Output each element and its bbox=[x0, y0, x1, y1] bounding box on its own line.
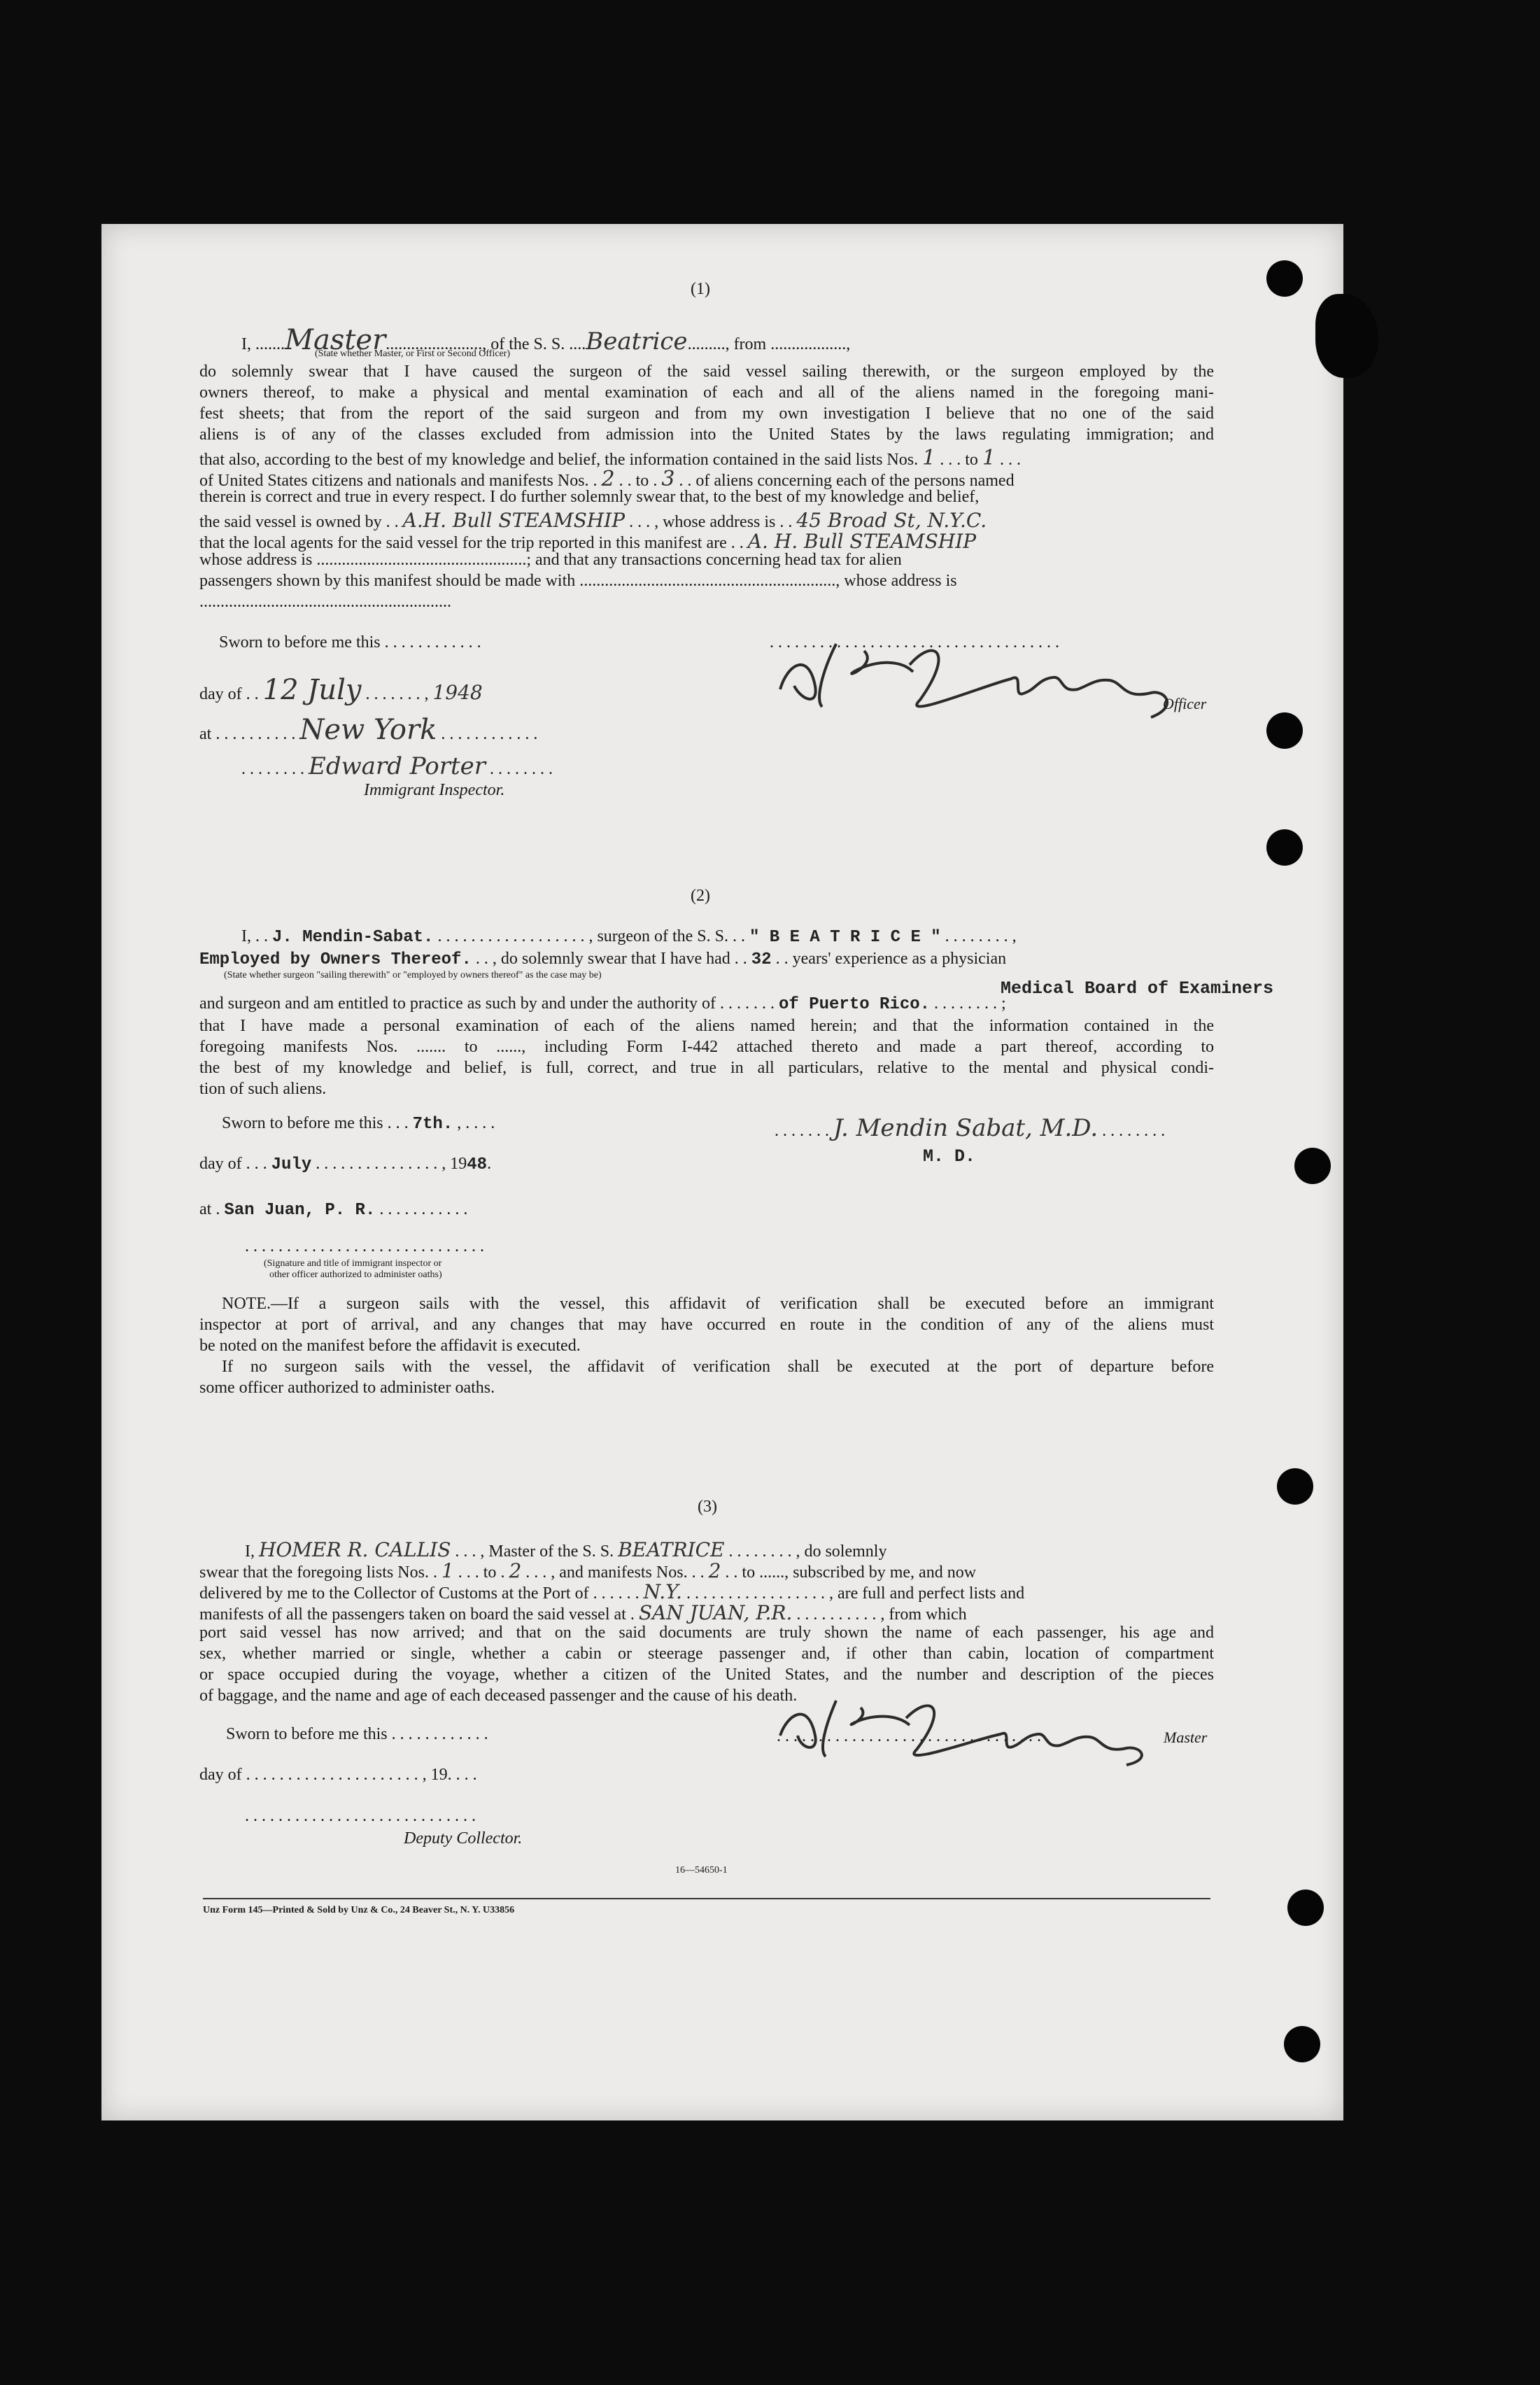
s3-hw-manifest: 2 bbox=[708, 1559, 721, 1582]
s3-line1: I, HOMER R. CALLIS . . . , Master of the S. S. BEATRICE . . . . . . . . , do solemnly bbox=[245, 1538, 887, 1561]
binder-hole bbox=[1266, 260, 1303, 297]
manifest-affidavit-page bbox=[101, 224, 1343, 2120]
s1-body-line: fest sheets; that from the report of the said surgeon and from my own investigation I believe that no one of the said bbox=[199, 404, 1214, 423]
s1-hw-day: 12 July bbox=[262, 674, 362, 706]
s2-note bbox=[199, 1293, 1214, 1398]
s1-at-line: at . . . . . . . . . . New York . . . . . . . . . . . . bbox=[199, 714, 538, 746]
s3-hw-list-b: 2 bbox=[509, 1559, 522, 1582]
s1-therein-line: therein is correct and true in every respect. I do further solemnly swear that, to the best of my knowledge and belief, bbox=[199, 488, 980, 506]
s3-sworn: Sworn to before me this . . . . . . . . . . . . bbox=[226, 1725, 488, 1743]
binder-hole bbox=[1294, 1148, 1331, 1184]
s1-inspector-title: Immigrant Inspector. bbox=[364, 781, 505, 799]
s3-line2: swear that the foregoing lists Nos. . 1 . . . to . 2 . . . , and manifests Nos. . . 2 . . to ......, subscribed by me, and now bbox=[199, 1559, 977, 1582]
s1-whose-line: whose address is ..................................................; and that any transactions concerning head tax for alien bbox=[199, 551, 902, 569]
s2-ty-authority-2: of Puerto Rico. bbox=[779, 995, 931, 1014]
s1-hw-manifest-b: 3 bbox=[661, 467, 675, 491]
s2-sig-caption-1: (Signature and title of immigrant inspector or bbox=[264, 1258, 442, 1269]
binder-hole bbox=[1277, 1468, 1313, 1505]
s2-ty-month: July bbox=[271, 1155, 312, 1174]
s2-ty-employed: Employed by Owners Thereof. bbox=[199, 950, 472, 969]
s1-year: 1948 bbox=[432, 681, 483, 704]
s2-body-line: the best of my knowledge and belief, is full, correct, and true in all particulars, relative to the mental and physical condi- bbox=[199, 1059, 1214, 1077]
s3-collector-dots: . . . . . . . . . . . . . . . . . . . . . . . . . . . . bbox=[245, 1807, 476, 1825]
s1-hw-inspector-sig: Edward Porter bbox=[309, 752, 486, 780]
s1-agents-line: that the local agents for the said vessel for the trip reported in this manifest are . . A. H. Bull STEAMSHIP bbox=[199, 530, 977, 553]
s1-mid: , of the S. S. bbox=[482, 335, 565, 353]
s2-ty-year: 48 bbox=[467, 1155, 488, 1174]
s3-day-line: day of . . . . . . . . . . . . . . . . . . . . . , 19. . . . bbox=[199, 1766, 477, 1784]
footer-rule bbox=[203, 1898, 1210, 1899]
s2-inspector-dots: . . . . . . . . . . . . . . . . . . . . . . . . . . . . . bbox=[245, 1237, 484, 1255]
s3-hw-vessel: BEATRICE bbox=[618, 1538, 725, 1561]
s1-caption: (State whether Master, or First or Second Officer) bbox=[315, 349, 511, 359]
section-2-number: (2) bbox=[691, 887, 710, 905]
s2-line2: Employed by Owners Thereof. . . , do solemnly swear that I have had . . 32 . . years' experience as a physician bbox=[199, 950, 1007, 969]
s2-ty-years: 32 bbox=[751, 950, 772, 969]
s2-note-line: If no surgeon sails with the vessel, the affidavit of verification shall be executed at the port of departure before bbox=[222, 1358, 1214, 1376]
s3-body-line: or space occupied during the voyage, whether a citizen of the United States, and the number and description of the pieces bbox=[199, 1666, 1214, 1684]
s2-sig-caption-2: other officer authorized to administer oaths) bbox=[269, 1269, 442, 1280]
footer-imprint: Unz Form 145—Printed & Sold by Unz & Co., 24 Beaver St., N. Y. U33856 bbox=[203, 1905, 515, 1915]
form-number: 16—54650-1 bbox=[675, 1865, 728, 1876]
s3-master-label: Master bbox=[1164, 1729, 1208, 1746]
s1-hw-address: 45 Broad St, N.Y.C. bbox=[796, 509, 987, 532]
s2-ty-name: J. Mendin-Sabat. bbox=[272, 928, 434, 947]
s2-note-line: inspector at port of arrival, and any changes that may have occurred en route in the condition of any of the aliens must bbox=[199, 1316, 1214, 1334]
s1-prefix: I, bbox=[241, 335, 251, 353]
s3-body-line: of baggage, and the name and age of each deceased passenger and the cause of his death. bbox=[199, 1687, 798, 1705]
s3-hw-port: N.Y. bbox=[643, 1580, 682, 1603]
section-3-number: (3) bbox=[698, 1498, 717, 1516]
binder-hole bbox=[1284, 2026, 1320, 2062]
s1-sworn: Sworn to before me this . . . . . . . . . . . . bbox=[219, 633, 481, 652]
s1-inspector-line: . . . . . . . . Edward Porter . . . . . . . . bbox=[241, 752, 553, 780]
s1-manifests-line: of United States citizens and nationals and manifests Nos. . 2 . . to . 3 . . of aliens concerning each of the persons named bbox=[199, 467, 1015, 491]
s3-body-line: sex, whether married or single, whether a cabin or steerage passenger and, if other than cabin, location of compartment bbox=[199, 1645, 1214, 1663]
s3-line3: delivered by me to the Collector of Customs at the Port of . . . . . . N.Y. . . . . . . . . . . . . . . . . . , are full and perfect lists and bbox=[199, 1580, 1025, 1603]
master-signature-3 bbox=[766, 1687, 1228, 1771]
s1-officer-dots: . . . . . . . . . . . . . . . . . . . . . . . . . . . . . . . . . . . bbox=[770, 633, 1059, 652]
binder-hole bbox=[1266, 712, 1303, 749]
s3-line4: manifests of all the passengers taken on board the said vessel at . SAN JUAN, P.R. . . . . . . . . . . , from which bbox=[199, 1601, 967, 1624]
s2-ty-vessel: " B E A T R I C E " bbox=[749, 928, 941, 947]
s2-note-line: NOTE.—If a surgeon sails with the vessel, this affidavit of verification shall be executed before an immigrant bbox=[222, 1295, 1214, 1313]
s2-note-line: be noted on the manifest before the affidavit is executed. bbox=[199, 1337, 581, 1355]
s1-hw-owner: A.H. Bull STEAMSHIP bbox=[402, 509, 626, 532]
s1-hw-manifest-a: 2 bbox=[601, 467, 615, 491]
s1-passengers-line: passengers shown by this manifest should be made with ............................................................., whose address is bbox=[199, 572, 957, 590]
s2-surgeon-sig-line: . . . . . . . J. Mendin Sabat, M.D. . . . . . . . . bbox=[775, 1114, 1166, 1142]
s2-ty-sworn-day: 7th. bbox=[412, 1115, 453, 1134]
s1-body-line: do solemnly swear that I have caused the surgeon of the said vessel sailing therewith, or the surgeon employed by the bbox=[199, 363, 1214, 381]
s3-master-dots: . . . . . . . . . . . . . . . . . . . . . . . . . . . . . . . . . bbox=[777, 1727, 1050, 1745]
s1-lists-line: that also, according to the best of my knowledge and belief, the information contained in the said lists Nos. 1 . . . to 1 . . . bbox=[199, 446, 1021, 470]
s2-sworn: Sworn to before me this . . . 7th. , . . . . bbox=[222, 1114, 495, 1134]
s1-hw-list-b: 1 bbox=[982, 446, 996, 470]
s2-at-line: at . San Juan, P. R. . . . . . . . . . . . bbox=[199, 1200, 468, 1220]
s1-officer-label: Officer bbox=[1163, 695, 1207, 712]
s2-note-line: some officer authorized to administer oaths. bbox=[199, 1379, 495, 1397]
s3-hw-list-a: 1 bbox=[441, 1559, 454, 1582]
s1-line1: I, .......Master......................., of the S. S. ....Beatrice........., from .................., bbox=[241, 324, 851, 356]
s2-body-line: that I have made a personal examination of each of the aliens named herein; and that the information contained in the bbox=[199, 1017, 1214, 1035]
s1-hw-vessel: Beatrice bbox=[586, 328, 688, 356]
s2-caption: (State whether surgeon "sailing therewith" or "employed by owners thereof" as the case may be) bbox=[224, 970, 602, 980]
s1-hw-agents: A. H. Bull STEAMSHIP bbox=[747, 530, 977, 553]
s3-hw-name: HOMER R. CALLIS bbox=[259, 1538, 451, 1561]
s1-hw-list-a: 1 bbox=[922, 446, 936, 470]
s3-hw-departure: SAN JUAN, P.R. bbox=[638, 1601, 793, 1624]
s2-body bbox=[199, 1015, 1214, 1099]
s1-day-line: day of . . 12 July . . . . . . . , 1948 bbox=[199, 674, 483, 706]
s2-day-line: day of . . . July . . . . . . . . . . . . . . . , 1948. bbox=[199, 1155, 492, 1174]
binder-hole bbox=[1287, 1890, 1324, 1926]
s1-suffix: , from bbox=[725, 335, 767, 353]
s2-line3: and surgeon and am entitled to practice as such by and under the authority of . . . . . . . of Puerto Rico. . . . . . . . . ; bbox=[199, 994, 1006, 1014]
s2-ty-authority-1: Medical Board of Examiners bbox=[1001, 978, 1274, 999]
s2-body-line: tion of such aliens. bbox=[199, 1080, 327, 1098]
s1-owned-line: the said vessel is owned by . . A.H. Bull STEAMSHIP . . . , whose address is . . 45 Broad St, N.Y.C. bbox=[199, 509, 987, 532]
s1-hw-at: New York bbox=[299, 714, 437, 746]
s1-hw-master: Master bbox=[285, 324, 386, 356]
s1-body-line: owners thereof, to make a physical and mental examination of each and all of the aliens named in the foregoing mani- bbox=[199, 384, 1214, 402]
s1-body-line: aliens is of any of the classes excluded from admission into the United States by the laws regulating immigration; and bbox=[199, 425, 1214, 444]
master-signature-1 bbox=[759, 623, 1249, 735]
s2-ty-md: M. D. bbox=[923, 1146, 976, 1167]
s2-body-line: foregoing manifests Nos. ....... to ......, including Form I-442 attached thereto and made a part thereof, according to bbox=[199, 1038, 1214, 1056]
s2-line1: I, . . J. Mendin-Sabat. . . . . . . . . . . . . . . . . . . , surgeon of the S. S. . . " B E A T R I C E " . . . . . . . . , bbox=[241, 927, 1017, 947]
s1-dotted-leader: ............................................................ bbox=[199, 593, 451, 611]
ink-blot bbox=[1315, 294, 1378, 378]
s1-body bbox=[199, 361, 1214, 445]
binder-hole bbox=[1266, 829, 1303, 866]
section-1-number: (1) bbox=[691, 280, 710, 298]
s3-collector-title: Deputy Collector. bbox=[404, 1829, 523, 1848]
s2-hw-surgeon-sig: J. Mendin Sabat, M.D. bbox=[833, 1114, 1099, 1142]
s3-body-line: port said vessel has now arrived; and that on the said documents are truly shown the name of each passenger, his age and bbox=[199, 1624, 1214, 1642]
s2-ty-at: San Juan, P. R. bbox=[224, 1201, 376, 1220]
